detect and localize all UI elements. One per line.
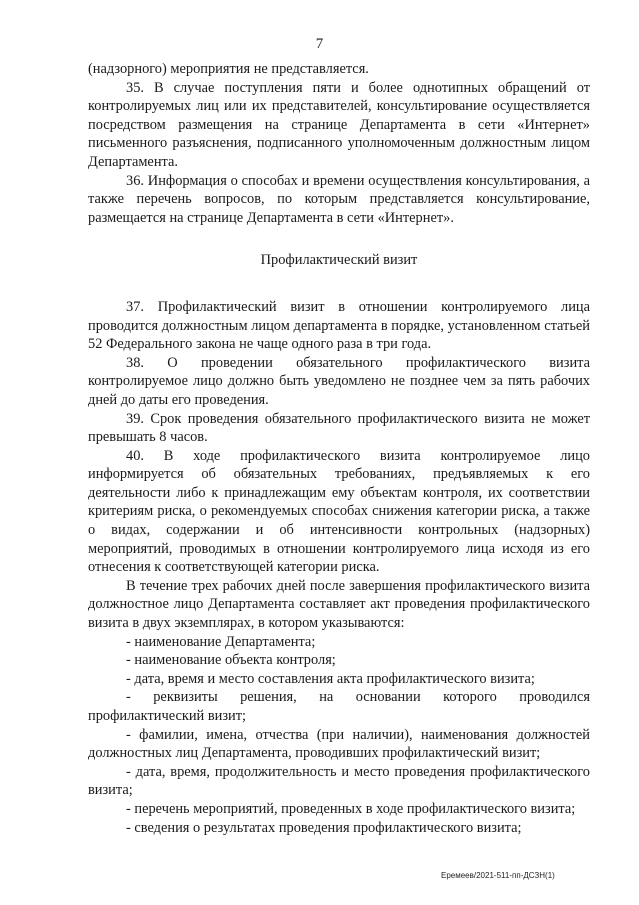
list-item: - дата, время, продолжительность и место проведения профилактического визита; [88,763,590,799]
section-heading: Профилактический визит [260,252,418,269]
paragraph-37: 37. Профилактический визит в отношении контролируемого лица проводится должностным лицом департамента в порядке, установленном статьей 52 Федерального закона не чаще одного раза в три года. [88,298,590,353]
list-item: - наименование объекта контроля; [126,652,336,669]
paragraph-35: 35. В случае поступления пяти и более однотипных обращений от контролируемых лиц или их представителей, консультирование осуществляется посредством размещения на странице Департамента в сети «Интернет» письменного разъяснения, подписанного уполномоченным должностным лицом Департамента. [88,79,590,170]
list-item: - сведения о результатах проведения профилактического визита; [126,819,522,836]
list-item: - наименование Департамента; [126,633,316,650]
paragraph-36: 36. Информация о способах и времени осуществления консультирования, а также перечень вопросов, по которым представляется консультирование, размещается на странице Департамента в сети «Интернет». [88,172,590,226]
list-item: - фамилии, имена, отчества (при наличии), наименования должностей должностных лиц Департамента, проводивших профилактический визит; [88,726,590,762]
document-body [88,60,590,837]
act-contents-list [88,633,590,838]
paragraph-continuation: (надзорного) мероприятия не представляется. [88,61,369,77]
footer-document-code: Еремеев/2021-511-пп-ДСЗН(1) [441,871,555,880]
paragraph-act-intro: В течение трех рабочих дней после завершения профилактического визита должностное лицо Департамента составляет акт проведения профилактического визита в двух экземплярах, в котором указываются: [88,577,590,632]
paragraph-39: 39. Срок проведения обязательного профилактического визита не может превышать 8 часов. [88,410,590,446]
page-number: 7 [315,36,324,52]
paragraph-40: 40. В ходе профилактического визита контролируемое лицо информируется об обязательных требованиях, предъявляемых к его деятельности либо к принадлежащим ему объектам контроля, их соответствии критериям риска, о рекомендуемых способах снижения категории риска, а также о видах, содержании и об интенсивности контрольных (надзорных) мероприятий, проводимых в отношении контролируемого лица исходя из его отнесения к соответствующей категории риска. [88,447,590,576]
list-item: - дата, время и место составления акта профилактического визита; [126,670,535,687]
list-item: - перечень мероприятий, проведенных в ходе профилактического визита; [126,800,576,817]
list-item: - реквизиты решения, на основании которого проводился профилактический визит; [88,689,590,724]
paragraph-38: 38. О проведении обязательного профилактического визита контролируемое лицо должно быть уведомлено не позднее чем за пять рабочих дней до даты его проведения. [88,354,590,408]
